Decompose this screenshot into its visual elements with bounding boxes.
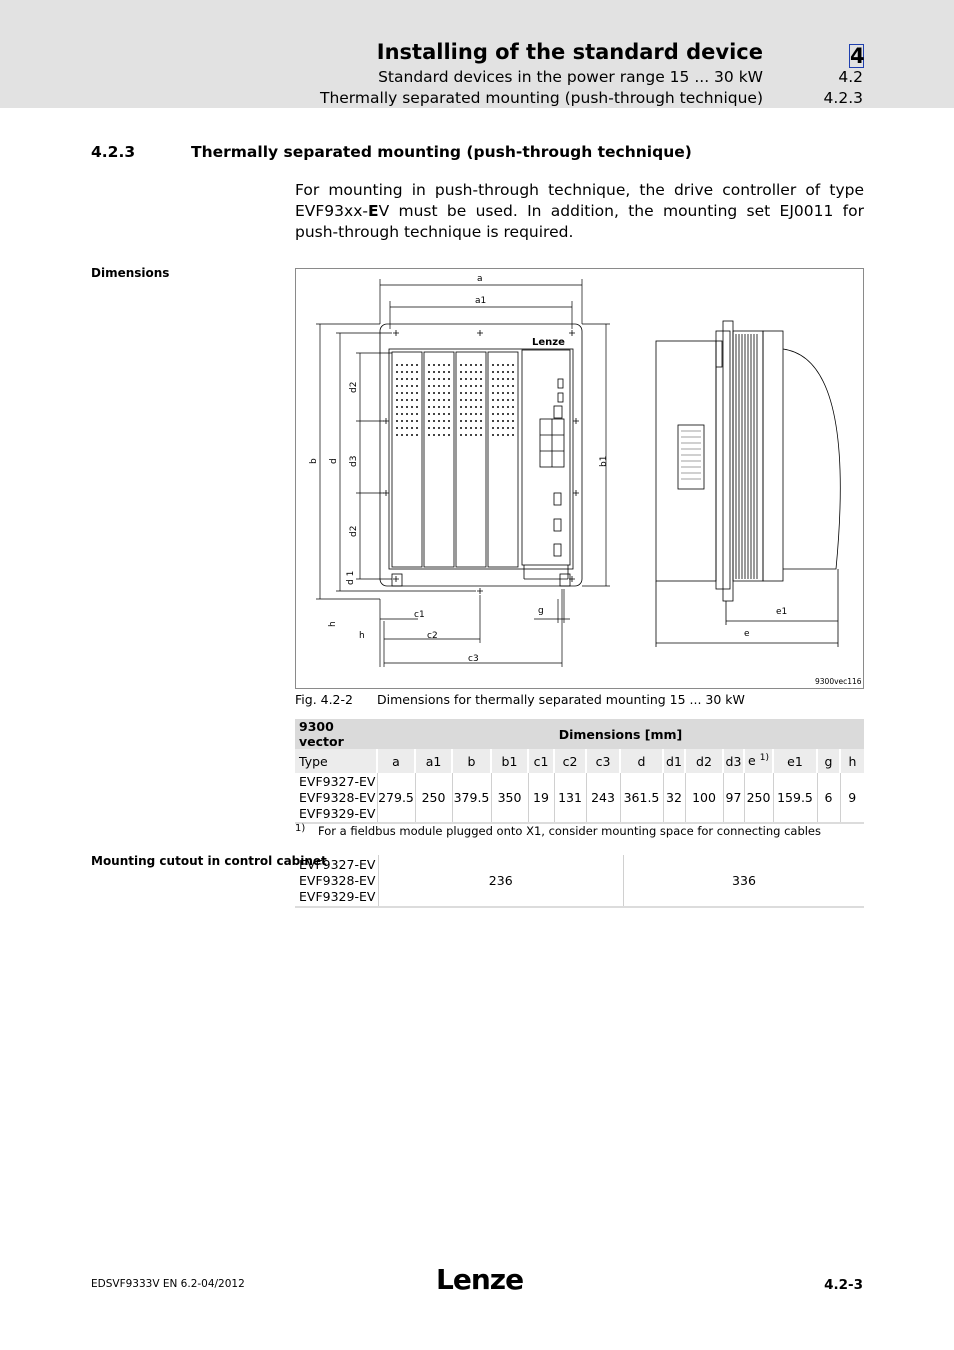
section-title: Thermally separated mounting (push-through technique) (191, 143, 692, 161)
figure-code: 9300vec116 (815, 677, 862, 686)
cutout-height: 336 (623, 855, 864, 907)
column-h: h (840, 749, 864, 773)
drawing-brand: Lenze (532, 337, 565, 348)
page-number: 4.2-3 (824, 1277, 863, 1293)
cutout-types: EVF9327-EV EVF9328-EV EVF9329-EV (295, 855, 378, 907)
figure-caption: Dimensions for thermally separated mounting 15 ... 30 kW (377, 692, 745, 707)
column-c2: c2 (554, 749, 586, 773)
dimensions-table (295, 719, 864, 824)
footnote-text: For a fieldbus module plugged onto X1, consider mounting space for connecting cables (318, 824, 822, 838)
svg-text:d: d (329, 458, 339, 464)
svg-text:c2: c2 (427, 631, 438, 641)
svg-text:b: b (309, 458, 319, 464)
section-heading: Standard devices in the power range 15 ... 30 kW (378, 68, 763, 86)
svg-text:g: g (538, 606, 544, 616)
table-group-header: 9300 vector (295, 719, 377, 749)
table-column-row (295, 749, 864, 773)
table-dimensions-header: Dimensions [mm] (377, 719, 864, 749)
column-c1: c1 (528, 749, 554, 773)
dimensions-label: Dimensions (91, 266, 170, 280)
table-row: EVF9327-EV EVF9328-EV EVF9329-EV 279.5 250 379.5 350 19 131 243 361.5 32 100 97 250 159.5 6 9 (295, 773, 864, 823)
column-g: g (817, 749, 840, 773)
cutout-table (295, 855, 864, 908)
mounting-holes (383, 330, 579, 594)
svg-text:b1: b1 (599, 455, 609, 467)
svg-text:e: e (744, 629, 750, 639)
svg-text:d2: d2 (349, 381, 359, 393)
column-b1: b1 (491, 749, 528, 773)
svg-text:a: a (477, 274, 483, 284)
column-d3: d3 (723, 749, 744, 773)
side-view (656, 321, 840, 647)
svg-text:h: h (359, 631, 365, 641)
table-header-row (295, 719, 864, 749)
column-c3: c3 (586, 749, 620, 773)
figure-reference: Fig. 4.2-2 (295, 692, 353, 707)
front-housing (389, 349, 573, 569)
column-a1: a1 (415, 749, 452, 773)
chapter-number-badge[interactable]: 4 (850, 44, 865, 68)
vent-pattern (396, 364, 514, 436)
dimension-drawing (295, 268, 864, 689)
document-id: EDSVF9333V EN 6.2-04/2012 (91, 1278, 245, 1290)
svg-text:c3: c3 (468, 654, 479, 664)
intro-paragraph: For mounting in push-through technique, the drive controller of type EVF93xx-EV must be used. In addition, the mounting set EJ0011 for push-through technique is required. (295, 181, 864, 241)
column-d: d (620, 749, 663, 773)
column-b: b (452, 749, 491, 773)
side-vent (681, 431, 701, 479)
column-a: a (377, 749, 415, 773)
subsection-number: 4.2.3 (823, 89, 863, 107)
section-title-number: 4.2.3 (91, 143, 136, 161)
lenze-logo: Lenze (436, 1263, 524, 1296)
svg-text:d 1: d 1 (346, 570, 356, 585)
footnote-mark: 1) (295, 823, 306, 834)
chapter-title: Installing of the standard device (376, 40, 763, 64)
drawing-svg (296, 269, 863, 688)
svg-text:h: h (328, 621, 338, 627)
svg-text:d2: d2 (349, 525, 359, 537)
column-e: e $^{1)}$ (744, 749, 773, 773)
column-type: Type (295, 749, 377, 773)
svg-text:a1: a1 (475, 296, 487, 306)
table-row (295, 855, 864, 907)
svg-text:e1: e1 (776, 607, 788, 617)
cutout-width: 236 (378, 855, 623, 907)
dimension-labels (309, 274, 787, 664)
column-d2: d2 (685, 749, 723, 773)
type-list: EVF9327-EV EVF9328-EV EVF9329-EV (295, 773, 377, 823)
column-e1: e1 (773, 749, 817, 773)
column-d1: d1 (663, 749, 685, 773)
svg-text:c1: c1 (414, 610, 425, 620)
cutout-label: Mounting cutout in control cabinet (91, 854, 327, 868)
subsection-heading: Thermally separated mounting (push-through technique) (319, 89, 763, 107)
section-number: 4.2 (838, 68, 863, 86)
svg-text:d3: d3 (349, 455, 359, 467)
